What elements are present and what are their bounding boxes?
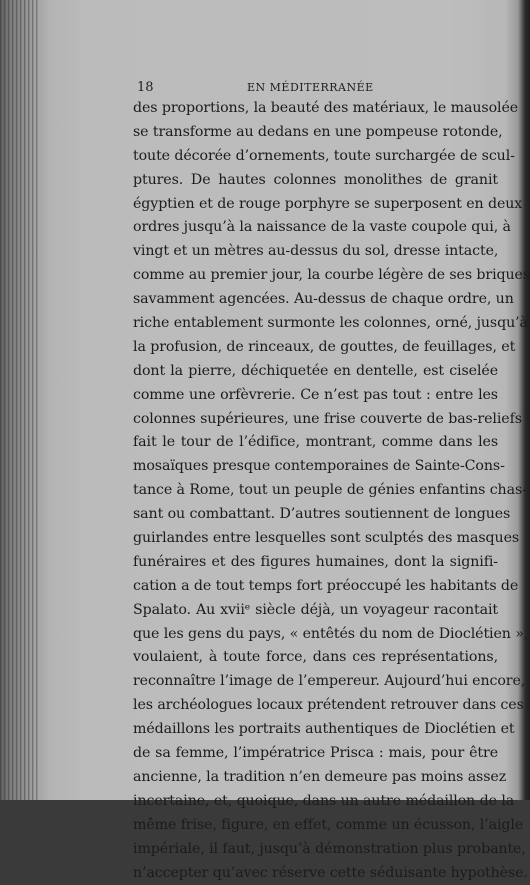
text-line: que les gens du pays, « entêtés du nom de Dioclétien », — [133, 623, 498, 647]
text-line: tance à Rome, tout un peuple de génies enfantins chas- — [133, 479, 498, 503]
text-line: ancienne, la tradition n’en demeure pas moins assez — [133, 766, 498, 790]
book-gutter-edge — [0, 0, 40, 800]
text-line: n’accepter qu’avec réserve cette séduisante hypothèse. — [133, 862, 498, 885]
text-line: mosaïques presque contemporaines de Sainte-Cons- — [133, 455, 498, 479]
text-line: les archéologues locaux prétendent retrouver dans ces — [133, 694, 498, 718]
text-line: incertaine, et, quoique, dans un autre médaillon de la — [133, 790, 498, 814]
text-line: même frise, figure, en effet, comme un écusson, l’aigle — [133, 814, 498, 838]
text-line: riche entablement surmonte les colonnes, orné, jusqu’à — [133, 312, 498, 336]
text-line: égyptien et de rouge porphyre se superposent en deux — [133, 193, 498, 217]
text-line: guirlandes entre lesquelles sont sculptés des masques — [133, 527, 498, 551]
text-line: dont la pierre, déchiquetée en dentelle, est ciselée — [133, 360, 498, 384]
text-line: voulaient, à toute force, dans ces représentations, — [133, 646, 498, 670]
text-line: des proportions, la beauté des matériaux, le mausolée — [133, 97, 498, 121]
text-line: la profusion, de rinceaux, de gouttes, de feuillages, et — [133, 336, 498, 360]
text-line: fait le tour de l’édifice, montrant, comme dans les — [133, 431, 498, 455]
text-line: de sa femme, l’impératrice Prisca : mais, pour être — [133, 742, 498, 766]
text-line: savamment agencées. Au-dessus de chaque ordre, un — [133, 288, 498, 312]
text-line: cation a de tout temps fort préoccupé les habitants de — [133, 575, 498, 599]
text-line: sant ou combattant. D’autres soutiennent de longues — [133, 503, 498, 527]
text-line: reconnaître l’image de l’empereur. Aujourd’hui encore, — [133, 670, 498, 694]
body-text — [133, 97, 498, 885]
text-line: funéraires et des figures humaines, dont la signifi- — [133, 551, 498, 575]
text-line: vingt et un mètres au-dessus du sol, dresse intacte, — [133, 240, 498, 264]
page-header — [137, 80, 497, 96]
text-line: ordres jusqu’à la naissance de la vaste coupole qui, à — [133, 216, 498, 240]
text-line: toute décorée d’ornements, toute surchargée de scul- — [133, 145, 498, 169]
text-line: impériale, il faut, jusqu’à démonstration plus probante, — [133, 838, 498, 862]
text-line: ptures. De hautes colonnes monolithes de granit — [133, 169, 498, 193]
text-line: médaillons les portraits authentiques de Dioclétien et — [133, 718, 498, 742]
running-title: EN MÉDITERRANÉE — [247, 81, 374, 94]
text-line: comme au premier jour, la courbe légère de ses briques — [133, 264, 498, 288]
text-line: Spalato. Au xviiᵉ siècle déjà, un voyageur racontait — [133, 599, 498, 623]
text-line: comme une orfèvrerie. Ce n’est pas tout : entre les — [133, 384, 498, 408]
text-line: se transforme au dedans en une pompeuse rotonde, — [133, 121, 498, 145]
page-number: 18 — [137, 80, 154, 95]
text-line: colonnes supérieures, une frise couverte de bas-reliefs — [133, 408, 498, 432]
